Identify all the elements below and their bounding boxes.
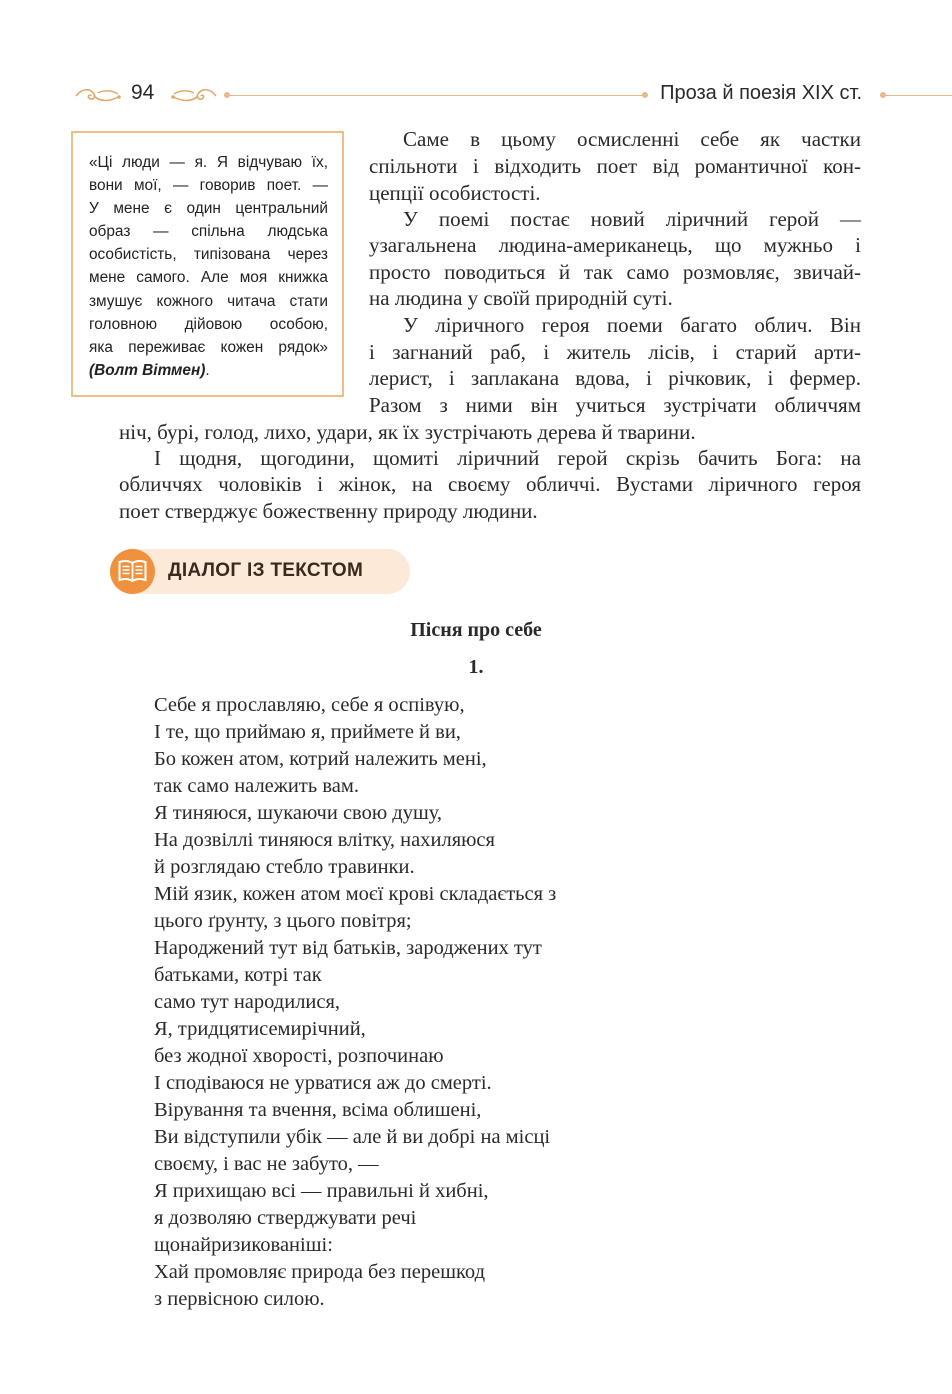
paragraph-line: Разом з ними він учиться зустрічати обличчям [369, 393, 861, 417]
dialog-section-banner [110, 549, 410, 594]
quote-line: головною дійовою особою, [89, 315, 328, 333]
quote-line: змушує кожного читача стати [89, 292, 328, 310]
paragraph-line: Саме в цьому осмисленні себе як частки [403, 127, 861, 151]
quote-line: «Ці люди — я. Я відчуваю їх, [89, 154, 328, 171]
poem-line: я дозволяю стверджувати речі [154, 1207, 417, 1229]
quote-line: особистість, типізована через [89, 246, 328, 264]
header-line-dot [642, 92, 648, 98]
paragraph-line: поет стверджує божественну природу людини. [119, 499, 538, 523]
quote-box [71, 131, 344, 397]
poem-line: Бо кожен атом, котрий належить мені, [154, 748, 487, 770]
dialog-label: ДІАЛОГ ІЗ ТЕКСТОМ [168, 560, 364, 581]
paragraph-line: І щодня, щогодини, щомиті ліричний герой скрізь бачить Бога: на [154, 446, 861, 470]
quote-line: образ — спільна людська [89, 223, 328, 241]
poem-line: Я тиняюся, шукаючи свою душу, [154, 802, 443, 824]
poem-line: без жодної хворості, розпочинаю [154, 1045, 444, 1067]
page-number: 94 [131, 81, 155, 104]
poem-line: своєму, і вас не забуто, — [154, 1153, 379, 1175]
poem-line: Народжений тут від батьків, зароджених тут [154, 937, 542, 959]
header-rule [886, 95, 952, 96]
quote-author: (Волт Вітмен) [89, 361, 206, 379]
paragraph-line: просто поводиться й так само розмовляє, звичай- [369, 260, 861, 284]
paragraph-line: спільноти і відходить поет від романтичної кон- [369, 154, 861, 178]
poem-line: І сподіваюся не урватися аж до смерті. [154, 1072, 492, 1094]
section-title: Проза й поезія XIX ст. [660, 82, 862, 104]
poem-line: з первісною силою. [154, 1288, 325, 1310]
poem-section-number: 1. [468, 656, 484, 678]
poem-line: й розглядаю стебло травинки. [154, 856, 415, 878]
paragraph-line: узагальнена людина-американець, що мужньо і [369, 233, 861, 257]
open-book-icon [110, 549, 155, 594]
poem-line: Я, тридцятисемирічний, [154, 1018, 366, 1040]
paragraph-line: ніч, бурі, голод, лихо, удари, як їх зустрічають дерева й тварини. [119, 420, 696, 444]
poem-line: Хай промовляє природа без перешкод [154, 1261, 485, 1283]
quote-line: вони мої, — говорив поет. — [89, 177, 328, 195]
poem-line: Мій язик, кожен атом моєї крові складається з [154, 883, 557, 905]
paragraph-line: лерист, і заплакана вдова, і річковик, і фермер. [369, 366, 861, 390]
paragraph-line: У ліричного героя поеми багато облич. Він [403, 313, 861, 337]
quote-author-line [89, 359, 328, 382]
poem-line: цього ґрунту, з цього повітря; [154, 910, 412, 932]
paragraph-line: і загнаний раб, і житель лісів, і старий арти- [369, 340, 861, 364]
poem-title: Пісня про себе [410, 619, 542, 641]
header-rule [230, 95, 644, 96]
page-header [0, 78, 952, 114]
quote-author-suffix: . [205, 361, 210, 379]
paragraph-line: цепції особистості. [369, 181, 541, 205]
poem-line: щонайризикованіші: [154, 1234, 333, 1256]
quote-line: яка переживає кожен рядок» [89, 338, 328, 356]
poem-line: так само належить вам. [154, 775, 359, 797]
poem-line: Я прихищаю всі — правильні й хибні, [154, 1180, 489, 1202]
poem-line: батьками, котрі так [154, 964, 322, 986]
poem-line: Себе я прославляю, себе я оспівую, [154, 694, 465, 716]
left-ornament-icon [74, 86, 122, 106]
poem-line: Ви відступили убік — але й ви добрі на місці [154, 1126, 551, 1148]
paragraph-line: обличчях чоловіків і жінок, на своєму обличчі. Вустами ліричного героя [119, 472, 861, 496]
quote-line: У мене є один центральний [89, 200, 328, 218]
poem-line: І те, що приймаю я, приймете й ви, [154, 721, 461, 743]
right-ornament-icon [170, 86, 218, 106]
paragraph-line: У поемі постає новий ліричний герой — [403, 207, 861, 231]
poem-body [154, 692, 556, 1313]
paragraph-line: на людина у своїй природній суті. [369, 286, 673, 310]
quote-line: мене самого. Але моя книжка [89, 269, 328, 287]
poem-line: само тут народилися, [154, 991, 341, 1013]
poem-line: На дозвіллі тиняюся влітку, нахиляюся [154, 829, 495, 851]
poem-line: Вірування та вчення, всіма облишені, [154, 1099, 482, 1121]
